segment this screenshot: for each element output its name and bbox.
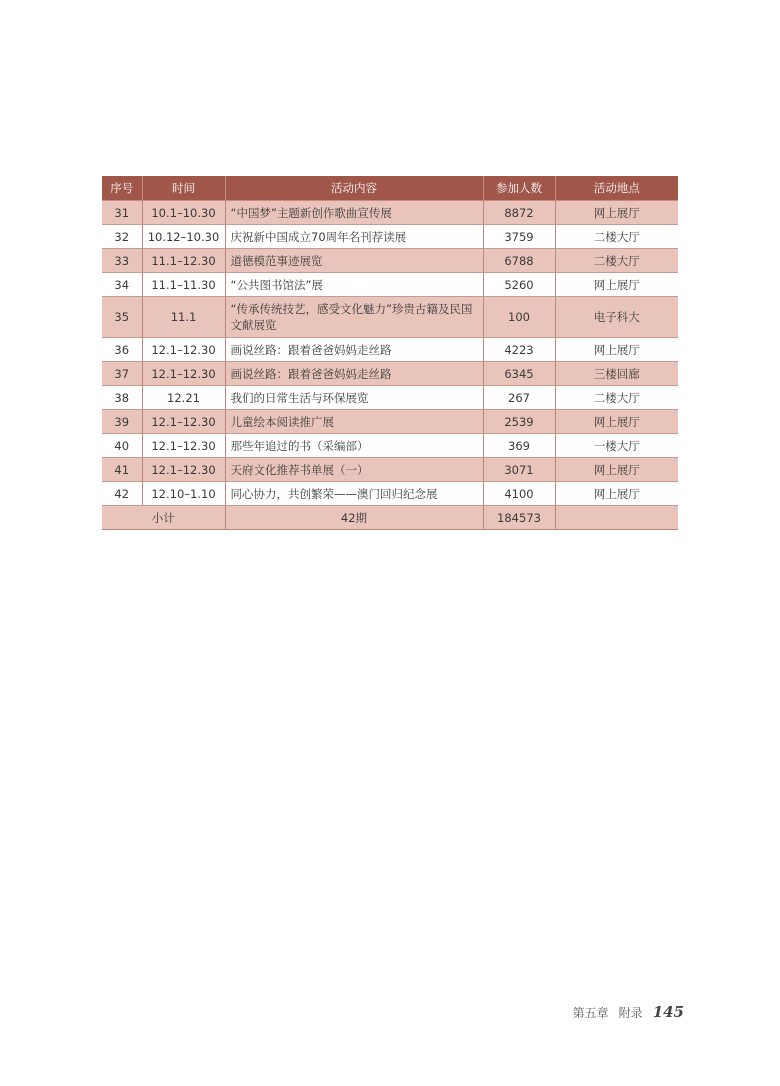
cell-no: 37 [102,362,142,386]
cell-content: 道德模范事迹展览 [225,249,483,273]
table-row [102,386,678,410]
cell-no: 39 [102,410,142,434]
cell-content: 画说丝路：跟着爸爸妈妈走丝路 [225,338,483,362]
header-count: 参加人数 [483,176,555,201]
header-content: 活动内容 [225,176,483,201]
cell-count: 3071 [483,458,555,482]
cell-place: 二楼大厅 [555,249,678,273]
cell-no: 35 [102,297,142,338]
header-place: 活动地点 [555,176,678,201]
table-row [102,273,678,297]
cell-count: 2539 [483,410,555,434]
cell-time: 11.1 [142,297,225,338]
cell-no: 40 [102,434,142,458]
total-count: 184573 [483,506,555,530]
cell-time: 12.21 [142,386,225,410]
header-time: 时间 [142,176,225,201]
cell-count: 3759 [483,225,555,249]
cell-count: 6345 [483,362,555,386]
cell-place: 网上展厅 [555,201,678,225]
activity-table-container [102,176,678,530]
cell-count: 8872 [483,201,555,225]
cell-count: 267 [483,386,555,410]
cell-place: 三楼回廊 [555,362,678,386]
cell-no: 41 [102,458,142,482]
cell-count: 100 [483,297,555,338]
cell-count: 4223 [483,338,555,362]
cell-count: 5260 [483,273,555,297]
cell-no: 36 [102,338,142,362]
cell-place: 电子科大 [555,297,678,338]
cell-place: 网上展厅 [555,338,678,362]
cell-time: 12.1–12.30 [142,410,225,434]
cell-time: 12.1–12.30 [142,362,225,386]
cell-place: 网上展厅 [555,458,678,482]
table-row [102,201,678,225]
cell-time: 10.12–10.30 [142,225,225,249]
table-row [102,362,678,386]
table-row [102,297,678,338]
table-header-row [102,176,678,201]
table-total-row [102,506,678,530]
cell-time: 12.10–1.10 [142,482,225,506]
cell-place: 网上展厅 [555,482,678,506]
cell-no: 32 [102,225,142,249]
activity-table [102,176,678,530]
cell-content: 我们的日常生活与环保展览 [225,386,483,410]
cell-place: 二楼大厅 [555,225,678,249]
cell-content: “传承传统技艺，感受文化魅力”珍贵古籍及民国文献展览 [225,297,483,338]
cell-time: 12.1–12.30 [142,338,225,362]
cell-content: 画说丝路：跟着爸爸妈妈走丝路 [225,362,483,386]
total-label: 小计 [102,506,225,530]
table-row [102,249,678,273]
chapter-label: 第五章 [572,1006,609,1020]
total-place [555,506,678,530]
table-row [102,482,678,506]
cell-content: 同心协力，共创繁荣——澳门回归纪念展 [225,482,483,506]
cell-no: 34 [102,273,142,297]
cell-no: 33 [102,249,142,273]
table-row [102,338,678,362]
cell-time: 10.1–10.30 [142,201,225,225]
cell-place: 二楼大厅 [555,386,678,410]
table-row [102,225,678,249]
cell-time: 12.1–12.30 [142,458,225,482]
cell-count: 369 [483,434,555,458]
cell-content: 那些年追过的书（采编部） [225,434,483,458]
cell-time: 12.1–12.30 [142,434,225,458]
cell-count: 6788 [483,249,555,273]
cell-content: “中国梦”主题新创作歌曲宣传展 [225,201,483,225]
section-label: 附录 [618,1006,643,1020]
page-footer [573,1003,684,1021]
cell-place: 网上展厅 [555,273,678,297]
cell-time: 11.1–12.30 [142,249,225,273]
cell-place: 一楼大厅 [555,434,678,458]
cell-time: 11.1–11.30 [142,273,225,297]
cell-no: 38 [102,386,142,410]
cell-content: 儿童绘本阅读推广展 [225,410,483,434]
cell-count: 4100 [483,482,555,506]
table-row [102,434,678,458]
header-no: 序号 [102,176,142,201]
table-row [102,410,678,434]
cell-content: “公共图书馆法”展 [225,273,483,297]
cell-content: 天府文化推荐书单展（一） [225,458,483,482]
table-row [102,458,678,482]
page-number: 145 [652,1003,684,1021]
total-periods: 42期 [225,506,483,530]
cell-no: 31 [102,201,142,225]
cell-place: 网上展厅 [555,410,678,434]
cell-no: 42 [102,482,142,506]
cell-content: 庆祝新中国成立70周年名刊荐读展 [225,225,483,249]
